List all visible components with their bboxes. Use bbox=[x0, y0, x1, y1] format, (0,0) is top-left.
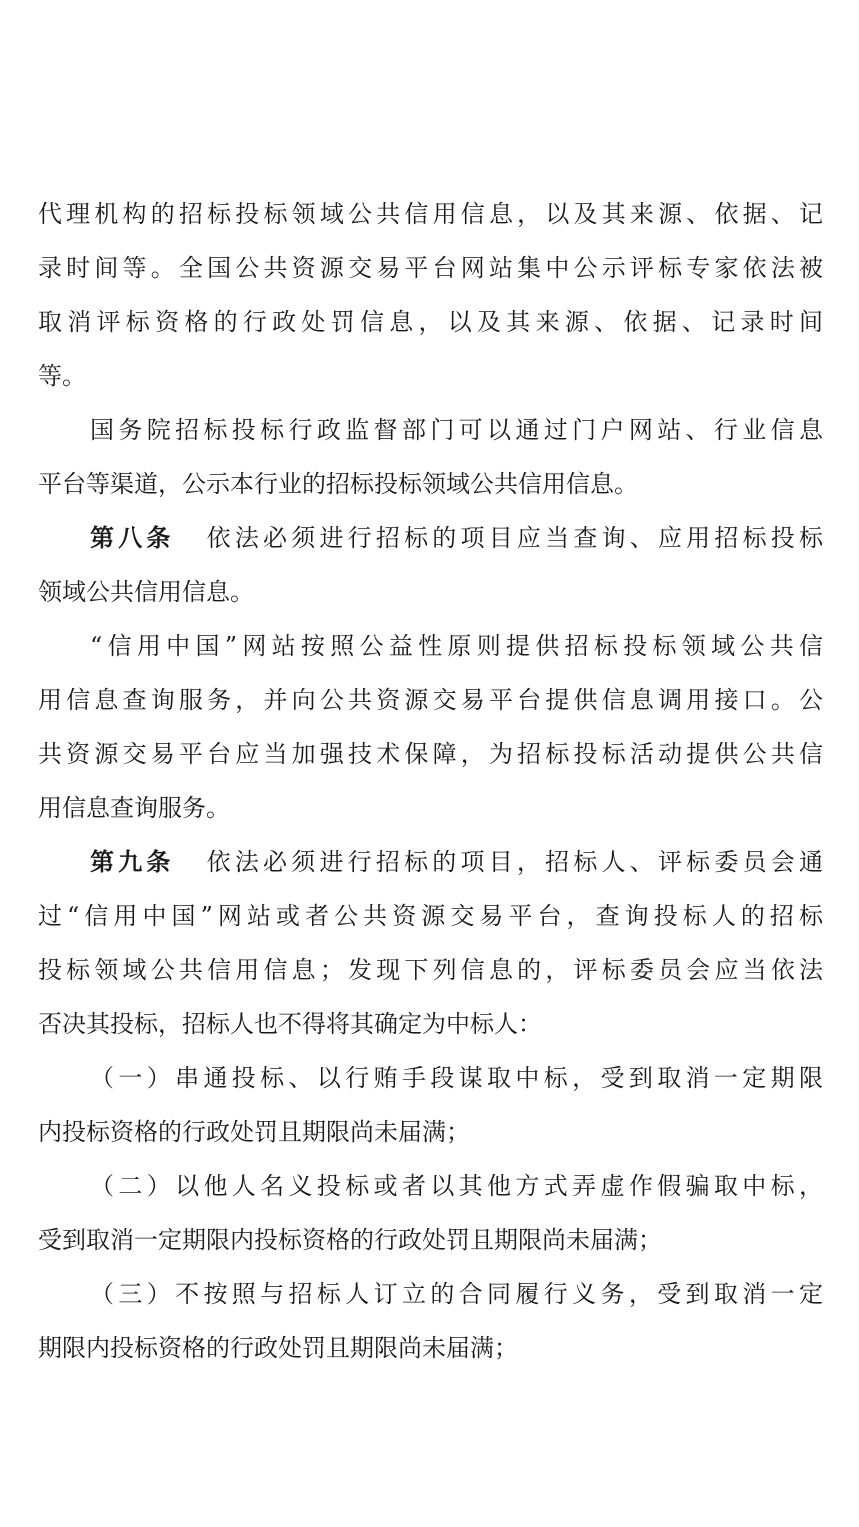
text-line bbox=[38, 1213, 823, 1267]
article-label: 第八条 bbox=[90, 523, 175, 552]
text-line bbox=[38, 1051, 823, 1105]
text-line-content: 投标领域公共信用信息；发现下列信息的，评标委员会应当依法 bbox=[38, 956, 823, 984]
list-item-1 bbox=[38, 1051, 823, 1159]
text-line bbox=[38, 457, 823, 511]
text-line-content: “信用中国”网站按照公益性原则提供招标投标领域公共信 bbox=[90, 632, 823, 660]
article-label: 第九条 bbox=[90, 847, 175, 876]
text-line bbox=[38, 727, 823, 781]
text-line bbox=[38, 349, 823, 403]
article-text: 依法必须进行招标的项目应当查询、应用招标投标 bbox=[206, 524, 823, 552]
text-line bbox=[38, 1267, 823, 1321]
text-line-content: 平台等渠道，公示本行业的招标投标领域公共信用信息。 bbox=[38, 470, 638, 498]
text-line bbox=[38, 889, 823, 943]
text-line bbox=[38, 943, 823, 997]
text-line bbox=[38, 1159, 823, 1213]
text-line-content: 受到取消一定期限内投标资格的行政处罚且期限尚未届满； bbox=[38, 1226, 662, 1254]
text-line bbox=[38, 565, 823, 619]
text-line-content: 过“信用中国”网站或者公共资源交易平台，查询投标人的招标 bbox=[38, 902, 823, 930]
text-line-content: （一）串通投标、以行贿手段谋取中标，受到取消一定期限 bbox=[90, 1064, 823, 1092]
text-line bbox=[38, 781, 823, 835]
text-line-content: 录时间等。全国公共资源交易平台网站集中公示评标专家依法被 bbox=[38, 254, 823, 282]
text-line-content: 否决其投标，招标人也不得将其确定为中标人： bbox=[38, 1010, 542, 1038]
text-line-content bbox=[90, 835, 823, 889]
text-line bbox=[38, 673, 823, 727]
article-8 bbox=[38, 511, 823, 619]
text-line-content: 期限内投标资格的行政处罚且期限尚未届满； bbox=[38, 1334, 518, 1362]
text-line-content: （三）不按照与招标人订立的合同履行义务，受到取消一定 bbox=[90, 1280, 823, 1308]
document-page bbox=[38, 187, 823, 1375]
list-item-3 bbox=[38, 1267, 823, 1375]
text-line bbox=[38, 1321, 823, 1375]
text-line bbox=[38, 511, 823, 565]
text-line bbox=[38, 295, 823, 349]
article-9 bbox=[38, 835, 823, 1051]
text-line bbox=[38, 619, 823, 673]
text-line-content: 用信息查询服务。 bbox=[38, 794, 230, 822]
text-line-content: 共资源交易平台应当加强技术保障，为招标投标活动提供公共信 bbox=[38, 740, 823, 768]
text-line bbox=[38, 241, 823, 295]
text-line-content: （二）以他人名义投标或者以其他方式弄虚作假骗取中标， bbox=[90, 1172, 823, 1200]
text-line-content: 领域公共信用信息。 bbox=[38, 578, 254, 606]
text-line-content: 代理机构的招标投标领域公共信用信息，以及其来源、依据、记 bbox=[38, 200, 823, 228]
text-line-content: 等。 bbox=[38, 362, 86, 390]
text-line-content: 内投标资格的行政处罚且期限尚未届满； bbox=[38, 1118, 470, 1146]
article-text: 依法必须进行招标的项目，招标人、评标委员会通 bbox=[206, 848, 823, 876]
text-line bbox=[38, 403, 823, 457]
text-line-content: 用信息查询服务，并向公共资源交易平台提供信息调用接口。公 bbox=[38, 686, 823, 714]
list-item-2 bbox=[38, 1159, 823, 1267]
paragraph-state-council bbox=[38, 403, 823, 511]
paragraph-public-credit-info bbox=[38, 187, 823, 403]
text-line-content: 取消评标资格的行政处罚信息，以及其来源、依据、记录时间 bbox=[38, 308, 823, 336]
text-line bbox=[38, 835, 823, 889]
text-line-content: 国务院招标投标行政监督部门可以通过门户网站、行业信息 bbox=[90, 416, 823, 444]
text-line bbox=[38, 187, 823, 241]
text-line bbox=[38, 997, 823, 1051]
text-line-content bbox=[90, 511, 823, 565]
paragraph-credit-china bbox=[38, 619, 823, 835]
text-line bbox=[38, 1105, 823, 1159]
